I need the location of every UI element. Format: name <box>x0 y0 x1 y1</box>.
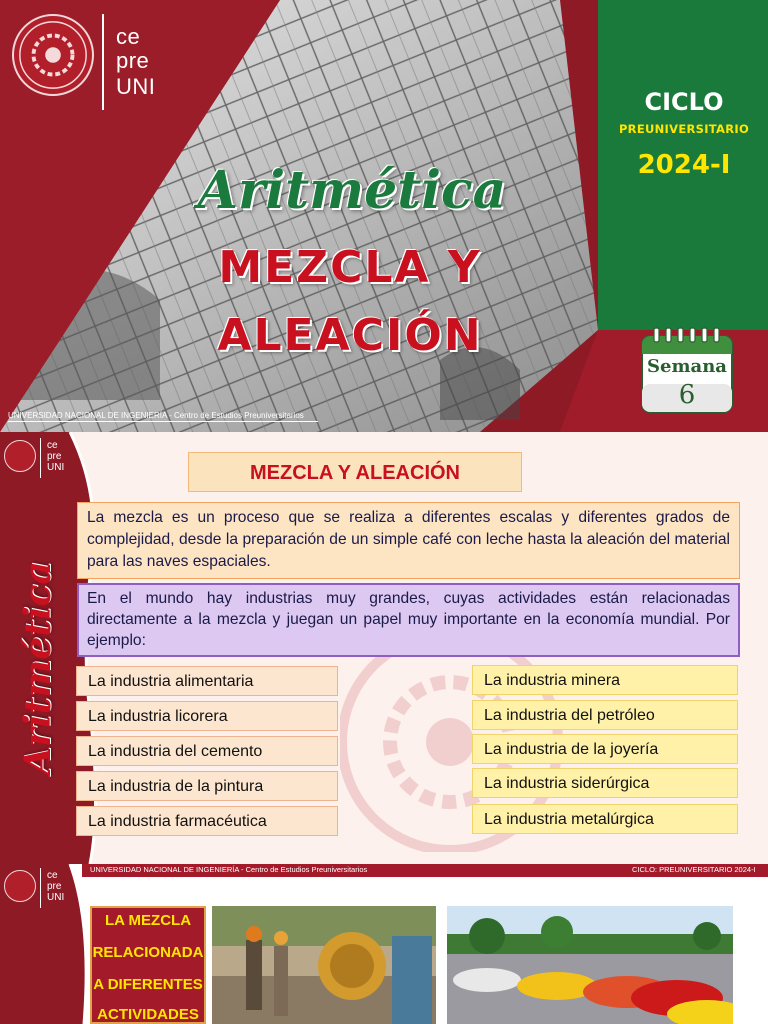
content-slide <box>0 432 768 864</box>
cover-slide <box>0 0 768 432</box>
industry-item: La industria metalúrgica <box>472 804 738 834</box>
university-seal-icon <box>4 870 36 902</box>
logo-divider <box>102 14 104 110</box>
brand-line-2: pre <box>116 48 150 73</box>
caption-line: LA MEZCLA <box>104 912 192 929</box>
industry-item: La industria licorera <box>76 701 338 731</box>
caption-line: A DIFERENTES <box>93 976 203 993</box>
sports-cars-photo <box>447 906 733 1024</box>
week-number: 6 <box>678 380 696 410</box>
topic-title-line-1: MEZCLA Y <box>218 242 482 293</box>
brand-line-1: ce <box>47 870 58 881</box>
slide-title: MEZCLA Y ALEACIÓN <box>188 452 522 492</box>
vertical-subject-title: Aritmética <box>17 561 59 775</box>
footer-cycle: CICLO: PREUNIVERSITARIO 2024-I <box>632 865 756 874</box>
industry-item: La industria minera <box>472 665 738 695</box>
brand-line-1: ce <box>47 440 58 451</box>
brand-line-2: pre <box>47 451 62 462</box>
activities-slide <box>0 864 768 1024</box>
week-label: Semana <box>647 356 727 377</box>
brand-line-2: pre <box>47 881 62 892</box>
topic-title-line-2: ALEACIÓN <box>217 310 483 361</box>
footer-underline <box>8 421 318 422</box>
industry-paragraph: En el mundo hay industrias muy grandes, cuyas actividades están relacionadas directamente a la mezcla y juegan un papel muy importante en la economía mundial. Por ejemplo: <box>77 583 740 657</box>
intro-paragraph: La mezcla es un proceso que se realiza a diferentes escalas y diferentes grados de complejidad, desde la preparación de un simple café con leche hasta la aleación del material para las naves espaciales. <box>77 502 740 579</box>
brand-line-3: UNI <box>47 462 65 473</box>
caption-line: RELACIONADA <box>92 944 204 961</box>
industry-item: La industria de la pintura <box>76 771 338 801</box>
logo-divider <box>40 438 41 478</box>
gear-icon <box>14 16 92 94</box>
industry-item: La industria siderúrgica <box>472 768 738 798</box>
brand-line-1: ce <box>116 24 141 49</box>
year-label: 2024-I <box>637 150 731 180</box>
brand-line-3: UNI <box>116 74 156 99</box>
caption-line: ACTIVIDADES <box>97 1006 199 1023</box>
construction-workers-photo <box>212 906 436 1024</box>
university-seal-icon <box>12 14 94 96</box>
brand-line-3: UNI <box>47 892 65 903</box>
logo-divider <box>40 868 41 908</box>
industry-item: La industria de la joyería <box>472 734 738 764</box>
program-label: PREUNIVERSITARIO <box>618 122 750 136</box>
cycle-label: CICLO <box>644 88 724 116</box>
footer-university: UNIVERSIDAD NACIONAL DE INGENIERÍA - Centro de Estudios Preuniversitarios <box>90 865 368 874</box>
industry-item: La industria alimentaria <box>76 666 338 696</box>
industry-item: La industria farmacéutica <box>76 806 338 836</box>
university-seal-icon <box>4 440 36 472</box>
industry-item: La industria del cemento <box>76 736 338 766</box>
industry-item: La industria del petróleo <box>472 700 738 730</box>
subject-title: Aritmética <box>197 160 507 221</box>
cover-footer: UNIVERSIDAD NACIONAL DE INGENIERÍA - Centro de Estudios Preuniversitarios <box>8 411 304 420</box>
